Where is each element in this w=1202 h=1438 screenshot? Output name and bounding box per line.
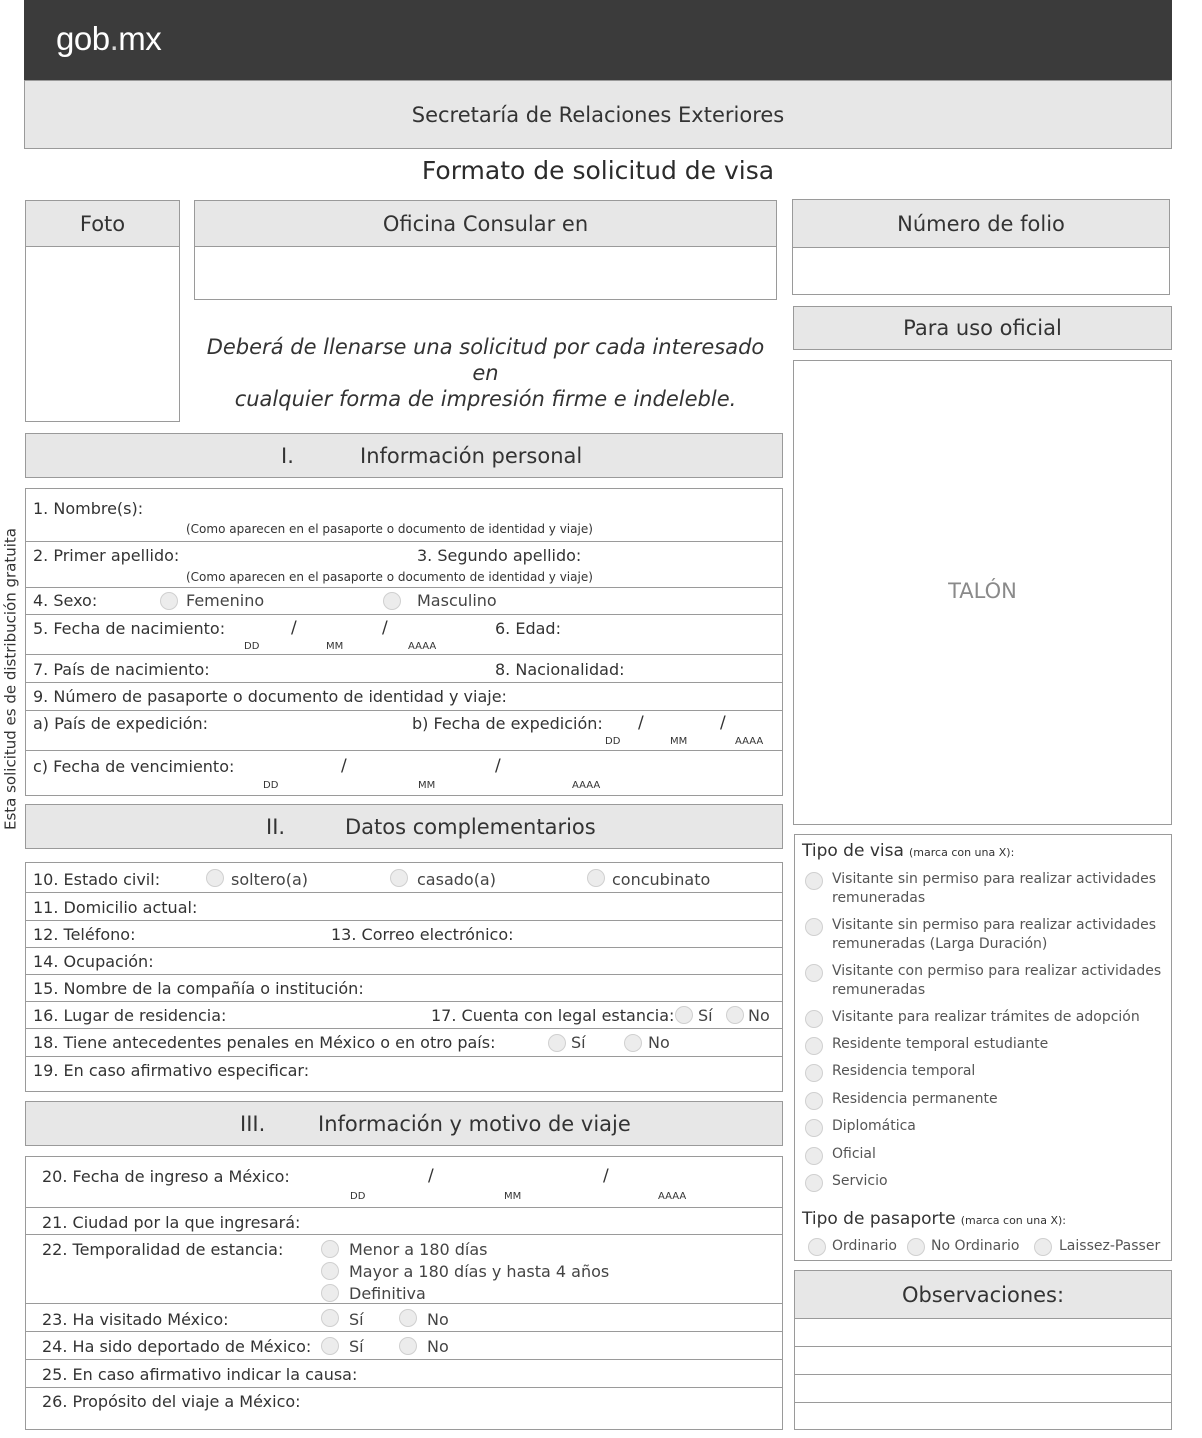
visa-type-label: Servicio xyxy=(832,1173,888,1189)
consular-office-label: Oficina Consular en xyxy=(195,201,776,247)
talon-label: TALÓN xyxy=(948,579,1017,603)
field-sexo: 4. Sexo: Femenino Masculino xyxy=(26,587,782,614)
field-nombre[interactable]: 1. Nombre(s): (Como aparecen en el pasaporte o documento de identidad y viaje) xyxy=(33,499,593,536)
radio-antecedentes-no[interactable] xyxy=(624,1034,642,1052)
radio-pasaporte-ordinario[interactable] xyxy=(808,1238,826,1256)
observations-box xyxy=(794,1270,1172,1430)
section-1-title: I. Información personal xyxy=(25,433,783,478)
radio-legal-si[interactable] xyxy=(675,1006,693,1024)
visa-type-title: Tipo de visa xyxy=(802,841,904,861)
field-temporalidad: 22. Temporalidad de estancia: Menor a 180 días Mayor a 180 días y hasta 4 años Definitiva xyxy=(26,1234,782,1303)
radio-visa-type-0[interactable] xyxy=(805,872,823,890)
radio-visa-type-5[interactable] xyxy=(805,1064,823,1082)
radio-visitado-no[interactable] xyxy=(399,1309,417,1327)
field-vencimiento[interactable]: c) Fecha de vencimiento: / / DD MM AAAA xyxy=(26,750,782,797)
section-3-title: III. Información y motivo de viaje xyxy=(25,1101,783,1146)
form-title: Formato de solicitud de visa xyxy=(421,156,775,185)
radio-casado[interactable] xyxy=(390,869,408,887)
ministry-name: Secretaría de Relaciones Exteriores xyxy=(411,102,785,127)
field-ciudad-ingreso[interactable]: 21. Ciudad por la que ingresará: xyxy=(26,1207,782,1234)
instructions: Deberá de llenarse una solicitud por cada interesado en cualquier forma de impresión firme e indeleble. xyxy=(206,335,765,411)
ministry-band xyxy=(24,80,1172,149)
visa-type-hint: (marca con una X): xyxy=(909,846,1015,859)
radio-antecedentes-si[interactable] xyxy=(548,1034,566,1052)
passport-type-title: Tipo de pasaporte xyxy=(802,1209,956,1229)
radio-visa-type-1[interactable] xyxy=(805,918,823,936)
field-telefono-correo[interactable]: 12. Teléfono: 13. Correo electrónico: xyxy=(26,920,782,947)
field-ha-visitado: 23. Ha visitado México: Sí No xyxy=(26,1303,782,1331)
field-domicilio[interactable]: 11. Domicilio actual: xyxy=(26,892,782,920)
radio-visa-type-8[interactable] xyxy=(805,1147,823,1165)
field-fecha-ingreso[interactable]: 20. Fecha de ingreso a México: / / DD MM AAAA xyxy=(42,1166,687,1202)
visa-type-label: Residencia temporal xyxy=(832,1063,976,1079)
top-bar xyxy=(24,0,1172,80)
radio-deportado-si[interactable] xyxy=(321,1337,339,1355)
observations-line[interactable] xyxy=(795,1403,1171,1430)
radio-visa-type-3[interactable] xyxy=(805,1010,823,1028)
field-deportado: 24. Ha sido deportado de México: Sí No xyxy=(26,1331,782,1359)
talon-box xyxy=(793,360,1172,825)
gob-mx-logo: gob.mx xyxy=(56,20,162,57)
radio-pasaporte-laissez-passer[interactable] xyxy=(1034,1238,1052,1256)
radio-soltero[interactable] xyxy=(206,869,224,887)
radio-visitado-si[interactable] xyxy=(321,1309,339,1327)
radio-masculino[interactable] xyxy=(383,592,401,610)
radio-deportado-no[interactable] xyxy=(399,1337,417,1355)
passport-type-hint: (marca con una X): xyxy=(960,1214,1066,1227)
field-residencia: 16. Lugar de residencia: 17. Cuenta con legal estancia: Sí No xyxy=(26,1001,782,1028)
field-compania[interactable]: 15. Nombre de la compañía o institución: xyxy=(26,974,782,1001)
section-2-title: II. Datos complementarios xyxy=(25,804,783,849)
visa-type-label: Visitante para realizar trámites de adopción xyxy=(832,1009,1140,1025)
visa-type-label: Visitante sin permiso para realizar actividades xyxy=(832,917,1157,933)
radio-visa-type-7[interactable] xyxy=(805,1119,823,1137)
visa-type-label: Visitante sin permiso para realizar actividades xyxy=(832,871,1157,887)
visa-type-label: Diplomática xyxy=(832,1118,916,1134)
visa-type-label: Residente temporal estudiante xyxy=(832,1036,1049,1052)
consular-office-field[interactable] xyxy=(195,247,776,299)
radio-visa-type-4[interactable] xyxy=(805,1037,823,1055)
visa-type-label: Oficial xyxy=(832,1146,876,1162)
radio-legal-no[interactable] xyxy=(726,1006,744,1024)
field-pasaporte[interactable]: 9. Número de pasaporte o documento de identidad y viaje: xyxy=(26,682,782,710)
radio-visa-type-2[interactable] xyxy=(805,964,823,982)
folio-label: Número de folio xyxy=(793,200,1169,248)
field-proposito[interactable]: 26. Propósito del viaje a México: xyxy=(26,1387,782,1431)
field-causa[interactable]: 25. En caso afirmativo indicar la causa: xyxy=(26,1359,782,1387)
field-fecha-nacimiento[interactable]: 5. Fecha de nacimiento: / / DD MM AAAA 6. Edad: xyxy=(26,614,782,654)
consular-office-box xyxy=(194,200,777,300)
visa-type-box: Tipo de visa (marca con una X): Visitante sin permiso para realizar actividades remuneradas Visitante sin permiso para realizar actividades remuneradas (Larga Duración) Visitante con permiso para realizar actividades remuneradas Visitante para realizar trámites de adopción Residente temporal estudiante Residencia temporal Residencia permanente Diplomática Oficial Servicio Tipo de pasaporte (marca con una X): Ordinario No Ordinario Laissez-Passer xyxy=(794,834,1172,1261)
field-especificar[interactable]: 19. En caso afirmativo especificar: xyxy=(26,1056,782,1093)
field-ocupacion[interactable]: 14. Ocupación: xyxy=(26,947,782,974)
observations-label: Observaciones: xyxy=(795,1271,1171,1319)
radio-visa-type-9[interactable] xyxy=(805,1174,823,1192)
folio-field[interactable] xyxy=(793,248,1169,294)
field-estado-civil: 10. Estado civil: soltero(a) casado(a) concubinato xyxy=(33,870,711,889)
radio-definitiva[interactable] xyxy=(321,1284,339,1302)
free-distribution-note: Esta solicitud es de distribución gratuita xyxy=(1,528,20,831)
observations-line[interactable] xyxy=(795,1347,1171,1375)
visa-type-label: Visitante con permiso para realizar actividades xyxy=(832,963,1162,979)
section-3-fields xyxy=(25,1156,783,1430)
radio-pasaporte-no-ordinario[interactable] xyxy=(907,1238,925,1256)
visa-type-label: Residencia permanente xyxy=(832,1091,998,1107)
radio-mayor-180[interactable] xyxy=(321,1262,339,1280)
photo-box[interactable] xyxy=(25,200,180,422)
observations-line[interactable] xyxy=(795,1319,1171,1347)
radio-visa-type-6[interactable] xyxy=(805,1092,823,1110)
folio-box xyxy=(792,199,1170,295)
section-1-fields xyxy=(25,488,783,796)
field-apellidos[interactable]: 2. Primer apellido: 3. Segundo apellido: (Como aparecen en el pasaporte o documento de identidad y viaje) xyxy=(26,541,782,587)
visa-type-label-line2: remuneradas xyxy=(832,982,926,998)
field-pais-nacionalidad[interactable]: 7. País de nacimiento: 8. Nacionalidad: xyxy=(26,654,782,682)
field-antecedentes: 18. Tiene antecedentes penales en México o en otro país: Sí No xyxy=(26,1028,782,1056)
section-2-fields xyxy=(25,862,783,1092)
observations-line[interactable] xyxy=(795,1375,1171,1403)
official-use-band: Para uso oficial xyxy=(793,306,1172,350)
visa-type-label-line2: remuneradas (Larga Duración) xyxy=(832,936,1048,952)
field-expedicion[interactable]: a) País de expedición: b) Fecha de expedición: / / DD MM AAAA xyxy=(26,710,782,750)
photo-label: Foto xyxy=(26,201,179,247)
visa-type-label-line2: remuneradas xyxy=(832,890,926,906)
radio-menor-180[interactable] xyxy=(321,1240,339,1258)
radio-femenino[interactable] xyxy=(160,592,178,610)
radio-concubinato[interactable] xyxy=(587,869,605,887)
